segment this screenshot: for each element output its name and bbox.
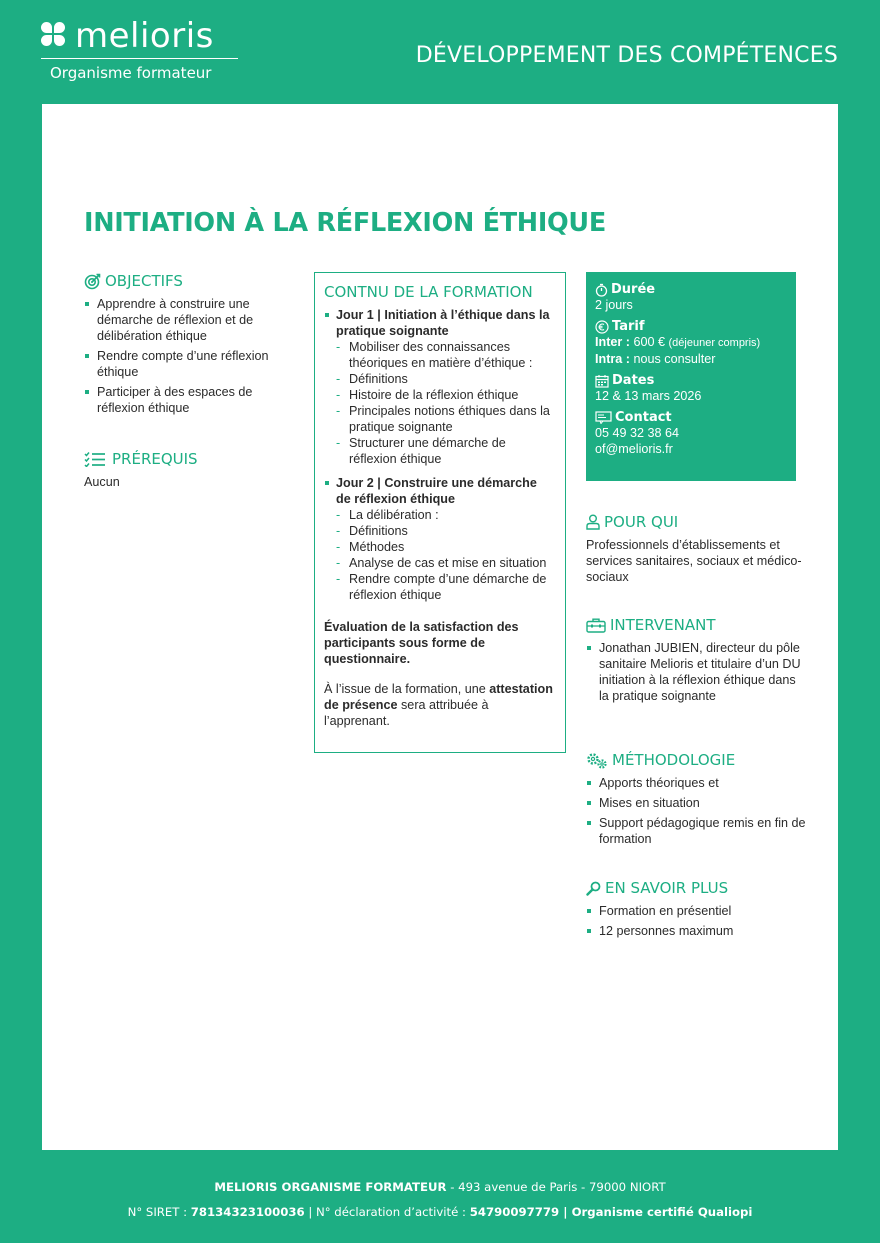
list-item: Rendre compte d’une réflexion éthique <box>84 348 289 380</box>
list-item: 12 personnes maximum <box>586 923 806 939</box>
list-item: - Mobiliser des connaissances théoriques en matière d’éthique : <box>336 339 555 371</box>
list-item: - Méthodes <box>336 539 555 555</box>
en-savoir-plus-section <box>586 879 806 943</box>
dates-heading: Dates <box>595 373 787 388</box>
logo-mark-icon <box>41 22 69 50</box>
prerequis-text: Aucun <box>84 475 120 489</box>
pour-qui-heading: POUR QUI <box>586 513 806 531</box>
tarif-heading: Tarif <box>595 319 787 334</box>
objectifs-list <box>84 296 289 416</box>
logo <box>41 16 241 82</box>
page-title: INITIATION À LA RÉFLEXION ÉTHIQUE <box>84 208 606 238</box>
duree-value: 2 jours <box>595 298 633 312</box>
contenu-box <box>314 272 566 753</box>
objectifs-title: OBJECTIFS <box>105 272 183 290</box>
gears-icon <box>586 752 608 769</box>
objectifs-heading <box>84 272 289 290</box>
prerequis-title: PRÉREQUIS <box>112 450 198 468</box>
methodologie-list <box>586 775 806 847</box>
day-2-list <box>336 507 555 603</box>
footer-address: MELIORIS ORGANISME FORMATEUR - 493 avenue de Paris - 79000 NIORT <box>214 1180 666 1194</box>
list-item: Formation en présentiel <box>586 903 806 919</box>
person-icon <box>586 514 600 530</box>
methodologie-section <box>586 751 806 851</box>
tarif-inter: Inter : 600 € (déjeuner compris) <box>595 335 761 349</box>
page-title-wrap <box>84 208 606 238</box>
list-item: - Histoire de la réflexion éthique <box>336 387 555 403</box>
list-item: - La délibération : <box>336 507 555 523</box>
en-savoir-plus-heading: EN SAVOIR PLUS <box>586 879 806 897</box>
list-item: Mises en situation <box>586 795 806 811</box>
contenu-title: CONTNU DE LA FORMATION <box>324 283 533 301</box>
footer-legal: N° SIRET : 78134323100036 | N° déclaration d’activité : 54790097779 | Organisme certifié Qualiopi <box>127 1205 753 1219</box>
logo-wordmark: melioris <box>75 16 214 56</box>
prerequis-heading <box>84 450 289 468</box>
list-item: Participer à des espaces de réflexion éthique <box>84 384 289 416</box>
en-savoir-plus-list <box>586 903 806 939</box>
list-item: Jonathan JUBIEN, directeur du pôle sanitaire Melioris et titulaire d’un DU initiation à la réflexion éthique dans la pratique soignante <box>586 640 806 704</box>
intervenant-section <box>586 616 806 708</box>
stopwatch-icon <box>595 283 608 297</box>
day-1-list <box>336 339 555 467</box>
logo-divider <box>41 58 238 59</box>
list-item: - Définitions <box>336 523 555 539</box>
euro-icon <box>595 320 609 334</box>
day-2 <box>324 475 555 603</box>
list-item: Support pédagogique remis en fin de formation <box>586 815 806 847</box>
tarif-intra: Intra : nous consulter <box>595 352 716 366</box>
calendar-icon <box>595 374 609 388</box>
day-1-title: Jour 1 | Initiation à l’éthique dans la pratique soignante <box>336 308 550 338</box>
day-1 <box>324 307 555 467</box>
left-column <box>84 272 289 490</box>
dates-value: 12 & 13 mars 2026 <box>595 389 702 403</box>
contact-heading: Contact <box>595 410 787 425</box>
list-item: Apports théoriques et <box>586 775 806 791</box>
list-item: - Rendre compte d’une démarche de réflexion éthique <box>336 571 555 603</box>
logo-subtitle: Organisme formateur <box>50 64 212 82</box>
list-item: - Analyse de cas et mise en situation <box>336 555 555 571</box>
intervenant-list <box>586 640 806 704</box>
methodologie-heading: MÉTHODOLOGIE <box>586 751 806 769</box>
list-item: - Principales notions éthiques dans la pratique soignante <box>336 403 555 435</box>
list-item: Apprendre à construire une démarche de réflexion et de délibération éthique <box>84 296 289 344</box>
duree-heading: Durée <box>595 282 787 297</box>
info-box <box>586 272 796 481</box>
contact-phone: 05 49 32 38 64 <box>595 426 680 440</box>
magnifier-icon <box>586 881 601 896</box>
briefcase-icon <box>586 618 606 633</box>
day-2-title: Jour 2 | Construire une démarche de réflexion éthique <box>336 476 537 506</box>
contact-card-icon <box>595 411 612 424</box>
list-item: - Définitions <box>336 371 555 387</box>
list-item: - Structurer une démarche de réflexion éthique <box>336 435 555 467</box>
contact-email: of@melioris.fr <box>595 442 673 456</box>
pour-qui-section <box>586 513 806 585</box>
pour-qui-text: Professionnels d’établissements et services sanitaires, sociaux et médico-sociaux <box>586 538 802 584</box>
evaluation-text: Évaluation de la satisfaction des participants sous forme de questionnaire. <box>324 620 519 666</box>
intervenant-heading: INTERVENANT <box>586 616 806 634</box>
header-title: DÉVELOPPEMENT DES COMPÉTENCES <box>415 43 838 68</box>
checklist-icon <box>84 451 106 467</box>
attestation-text: À l’issue de la formation, une attestation de présence sera attribuée à l’apprenant. <box>324 682 553 728</box>
target-icon <box>84 273 101 290</box>
